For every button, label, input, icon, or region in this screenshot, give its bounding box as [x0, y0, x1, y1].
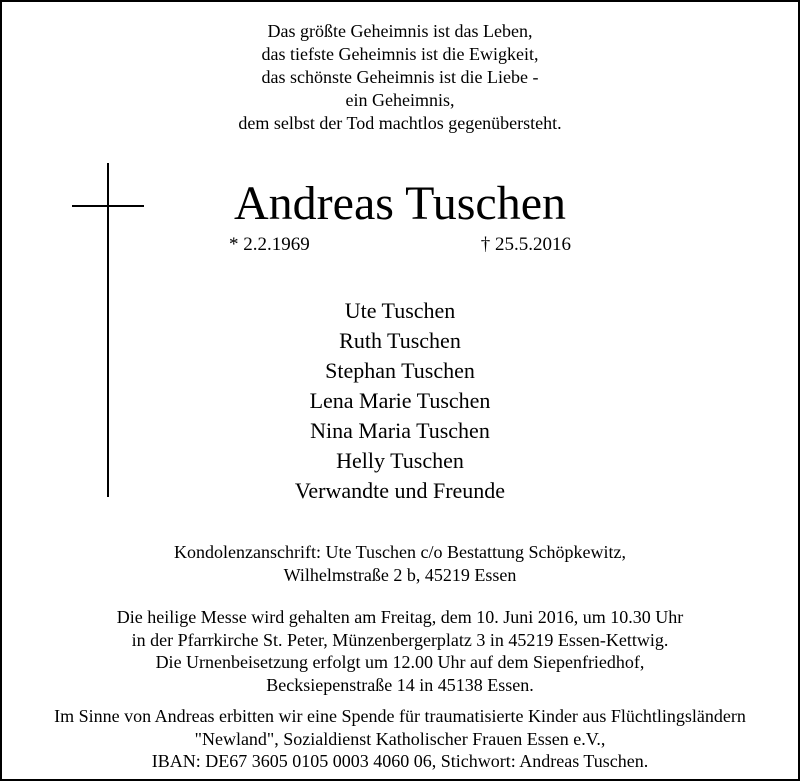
mourner-name: Ute Tuschen — [344, 298, 456, 323]
mourners-list — [0, 296, 800, 506]
deceased-name: Andreas Tuschen — [234, 177, 566, 230]
poem-line: das schönste Geheimnis ist die Liebe - — [261, 67, 539, 87]
birth-date: * 2.2.1969 — [229, 234, 310, 255]
service-line: Becksiepenstraße 14 in 45138 Essen. — [266, 674, 534, 695]
donation-info — [0, 705, 800, 773]
poem-line: das tiefste Geheimnis ist die Ewigkeit, — [261, 44, 539, 64]
condolence-line: Wilhelmstraße 2 b, 45219 Essen — [283, 564, 517, 585]
donation-line: "Newland", Sozialdienst Katholischer Frauen Essen e.V., — [194, 728, 606, 749]
mourner-name: Ruth Tuschen — [339, 328, 461, 353]
poem — [0, 20, 800, 135]
condolence-line: Kondolenzanschrift: Ute Tuschen c/o Bestattung Schöpkewitz, — [174, 542, 626, 562]
donation-line: Im Sinne von Andreas erbitten wir eine Spende für traumatisierte Kinder aus Flüchtlingsländern — [54, 706, 746, 726]
service-line: in der Pfarrkirche St. Peter, Münzenbergerplatz 3 in 45219 Essen-Kettwig. — [131, 629, 669, 650]
mourner-name: Lena Marie Tuschen — [309, 388, 491, 413]
mourner-name: Helly Tuschen — [336, 448, 464, 473]
donation-line: IBAN: DE67 3605 0105 0003 4060 06, Stichwort: Andreas Tuschen. — [151, 751, 649, 771]
poem-line: dem selbst der Tod machtlos gegenübersteht. — [238, 113, 562, 133]
condolence-address — [0, 541, 800, 586]
mourner-name: Stephan Tuschen — [325, 358, 475, 383]
service-line: Die Urnenbeisetzung erfolgt um 12.00 Uhr auf dem Siepenfriedhof, — [155, 652, 645, 672]
poem-line: ein Geheimnis, — [345, 90, 455, 110]
service-line: Die heilige Messe wird gehalten am Freitag, dem 10. Juni 2016, um 10.30 Uhr — [116, 607, 684, 627]
service-info — [0, 606, 800, 696]
poem-line: Das größte Geheimnis ist das Leben, — [267, 21, 533, 41]
mourner-name: Nina Maria Tuschen — [310, 418, 490, 443]
mourner-name: Verwandte und Freunde — [294, 478, 506, 503]
death-date: † 25.5.2016 — [480, 234, 571, 255]
